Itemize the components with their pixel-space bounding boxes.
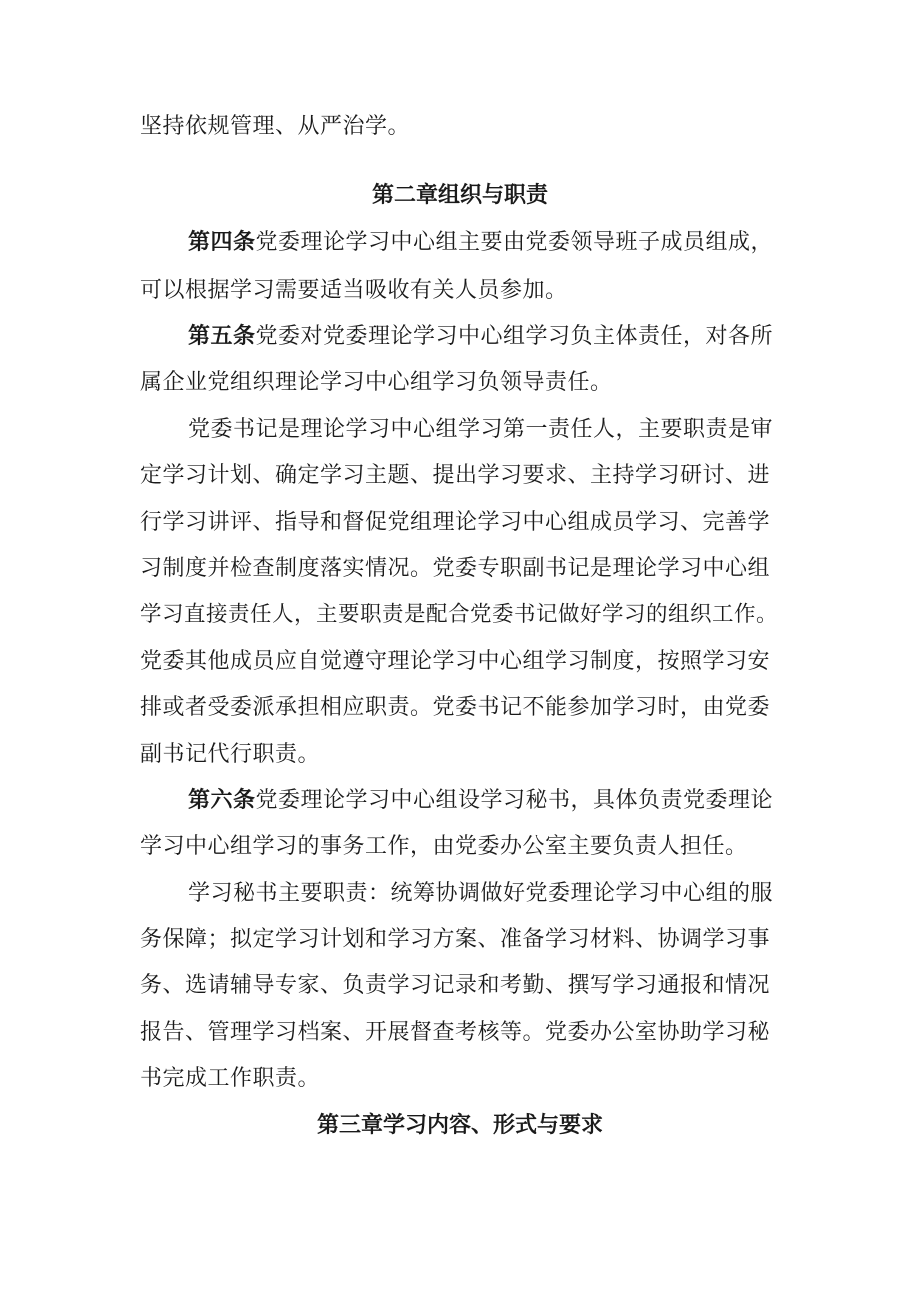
paragraph-line: 排或者受委派承担相应职责。党委书记不能参加学习时，由党委 [140,695,771,720]
paragraph-line: 学习直接责任人，主要职责是配合党委书记做好学习的组织工作。 [140,602,779,627]
article-6-line [188,786,784,816]
paragraph-line: 党委书记是理论学习中心组学习第一责任人，主要职责是审 [188,417,774,442]
paragraph-line: 定学习计划、确定学习主题、提出学习要求、主持学习研讨、进 [140,463,771,488]
paragraph-line: 学习秘书主要职责：统筹协调做好党委理论学习中心组的服 [188,881,774,906]
article-5-text: 党委对党委理论学习中心组学习负主体责任，对各所 [255,324,774,349]
article-4-label: 第四条 [188,230,256,255]
chapter-heading-2: 第二章组织与职责 [371,183,548,208]
paragraph-line: 报告、管理学习档案、开展督查考核等。党委办公室协助学习秘 [140,1020,771,1045]
paragraph-line: 党委其他成员应自觉遵守理论学习中心组学习制度，按照学习安 [140,649,771,674]
paragraph-line: 副书记代行职责。 [140,742,321,767]
article-6-text: 党委理论学习中心组设学习秘书，具体负责党委理论 [255,788,774,813]
paragraph-line: 务、选请辅导专家、负责学习记录和考勤、撰写学习通报和情况 [140,973,771,998]
article-4-text: 党委理论学习中心组主要由党委领导班子成员组成， [255,230,774,255]
paragraph-line: 属企业党组织理论学习中心组学习负领导责任。 [140,370,613,395]
paragraph-line: 书完成工作职责。 [140,1066,321,1091]
article-6-label: 第六条 [188,788,256,813]
paragraph-line: 务保障；拟定学习计划和学习方案、准备学习材料、协调学习事 [140,927,771,952]
article-4-line [188,228,784,258]
article-5-line [188,322,784,352]
paragraph-line: 学习中心组学习的事务工作，由党委办公室主要负责人担任。 [140,834,748,859]
paragraph-line: 习制度并检查制度落实情况。党委专职副书记是理论学习中心组 [140,556,771,581]
paragraph-line: 坚持依规管理、从严治学。 [140,114,411,139]
article-5-label: 第五条 [188,324,256,349]
paragraph-line: 可以根据学习需要适当吸收有关人员参加。 [140,278,568,303]
chapter-heading-3: 第三章学习内容、形式与要求 [316,1113,603,1138]
paragraph-line: 行学习讲评、指导和督促党组理论学习中心组成员学习、完善学 [140,510,771,535]
